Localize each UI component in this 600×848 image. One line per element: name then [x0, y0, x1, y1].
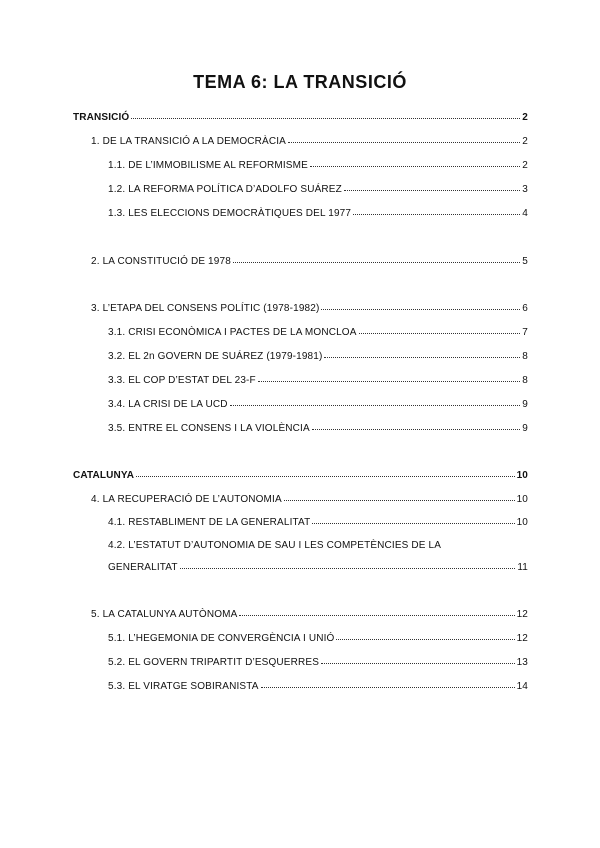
toc-leader [353, 206, 520, 215]
toc-entry-5-3[interactable] [108, 680, 528, 692]
toc-label: 1.3. LES ELECCIONS DEMOCRÀTIQUES DEL 1977 [108, 208, 352, 219]
toc-entry-4-2[interactable] [108, 561, 528, 573]
toc-leader [321, 301, 520, 310]
toc-label: 5.1. L’HEGEMONIA DE CONVERGÈNCIA I UNIÓ [108, 633, 335, 644]
toc-label: 1. DE LA TRANSICIÓ A LA DEMOCRÀCIA [91, 136, 286, 147]
toc-label: GENERALITAT [108, 562, 178, 573]
toc-page-number: 5 [522, 256, 528, 267]
toc-leader [136, 468, 514, 477]
toc-entry-1-1[interactable] [108, 159, 528, 171]
toc-entry-3-2[interactable] [108, 350, 528, 362]
toc-page-number: 8 [522, 375, 528, 386]
toc-leader [336, 631, 514, 640]
toc-entry-4-1[interactable] [108, 516, 528, 528]
toc-page-number: 12 [516, 609, 528, 620]
toc-entry-1[interactable] [91, 135, 528, 147]
toc-entry-3[interactable] [91, 302, 528, 314]
toc-page-number: 2 [522, 160, 528, 171]
toc-page-number: 13 [516, 657, 528, 668]
toc-label: 2. LA CONSTITUCIÓ DE 1978 [91, 256, 231, 267]
toc-page-number: 2 [522, 112, 528, 123]
toc-entry-3-3[interactable] [108, 374, 528, 386]
toc-entry-4-2-line1[interactable]: 4.2. L’ESTATUT D’AUTONOMIA DE SAU I LES COMPETÈNCIES DE LA [108, 540, 442, 551]
toc-label: 5.3. EL VIRATGE SOBIRANISTA [108, 681, 259, 692]
toc-page-number: 10 [516, 517, 528, 528]
toc-leader [324, 349, 520, 358]
toc-label: 3.5. ENTRE EL CONSENS I LA VIOLÈNCIA [108, 423, 310, 434]
toc-leader [344, 182, 520, 191]
page-title: TEMA 6: LA TRANSICIÓ [193, 72, 407, 92]
toc-page-number: 8 [522, 351, 528, 362]
toc-label: 3.4. LA CRISI DE LA UCD [108, 399, 228, 410]
toc-page-number: 12 [516, 633, 528, 644]
toc-label: 3.2. EL 2n GOVERN DE SUÁREZ (1979-1981) [108, 351, 323, 362]
toc-label: CATALUNYA [73, 470, 135, 481]
toc-label: 5.2. EL GOVERN TRIPARTIT D’ESQUERRES [108, 657, 320, 668]
toc-entry-5[interactable] [91, 608, 528, 620]
toc-page-number: 10 [516, 494, 528, 505]
toc-leader [261, 679, 515, 688]
toc-page-number: 10 [516, 470, 528, 481]
toc-entry-2[interactable] [91, 255, 528, 267]
toc-page-number: 6 [522, 303, 528, 314]
toc-label: 5. LA CATALUNYA AUTÒNOMA [91, 609, 238, 620]
toc-page-number: 3 [522, 184, 528, 195]
toc-page-number: 7 [522, 327, 528, 338]
toc-label: 3. L’ETAPA DEL CONSENS POLÍTIC (1978-1982) [91, 303, 320, 314]
toc-entry-3-4[interactable] [108, 398, 528, 410]
toc-leader [180, 560, 516, 569]
toc-label: 1.1. DE L’IMMOBILISME AL REFORMISME [108, 160, 308, 171]
toc-entry-4[interactable] [91, 493, 528, 505]
toc-entry-transicio[interactable] [73, 111, 528, 123]
toc-label: 4. LA RECUPERACIÓ DE L’AUTONOMIA [91, 494, 282, 505]
toc-leader [233, 254, 520, 263]
toc-page-number: 11 [517, 562, 528, 573]
toc-leader [258, 373, 521, 382]
toc-leader [359, 325, 521, 334]
toc-entry-5-2[interactable] [108, 656, 528, 668]
toc-entry-5-1[interactable] [108, 632, 528, 644]
toc-leader [239, 607, 514, 616]
toc-entry-3-1[interactable] [108, 326, 528, 338]
toc-leader [230, 397, 521, 406]
toc-entry-1-2[interactable] [108, 183, 528, 195]
toc-leader [321, 655, 515, 664]
toc-label: 3.1. CRISI ECONÒMICA I PACTES DE LA MONCLOA [108, 327, 357, 338]
toc-label: 4.1. RESTABLIMENT DE LA GENERALITAT [108, 517, 311, 528]
toc-entry-3-5[interactable] [108, 422, 528, 434]
toc-label: 1.2. LA REFORMA POLÍTICA D’ADOLFO SUÁREZ [108, 184, 342, 195]
toc-leader [288, 134, 520, 143]
toc-leader [312, 515, 514, 524]
toc-entry-catalunya[interactable] [73, 469, 528, 481]
toc-leader [131, 110, 520, 119]
toc-page-number: 9 [522, 399, 528, 410]
toc-label: 3.3. EL COP D’ESTAT DEL 23-F [108, 375, 256, 386]
toc-leader [312, 421, 521, 430]
toc-entry-1-3[interactable] [108, 207, 528, 219]
toc-page-number: 4 [522, 208, 528, 219]
toc-leader [284, 492, 515, 501]
toc-page-number: 9 [522, 423, 528, 434]
toc-label: TRANSICIÓ [73, 112, 130, 123]
toc-leader [310, 158, 520, 167]
toc-page-number: 2 [522, 136, 528, 147]
toc-page-number: 14 [516, 681, 528, 692]
